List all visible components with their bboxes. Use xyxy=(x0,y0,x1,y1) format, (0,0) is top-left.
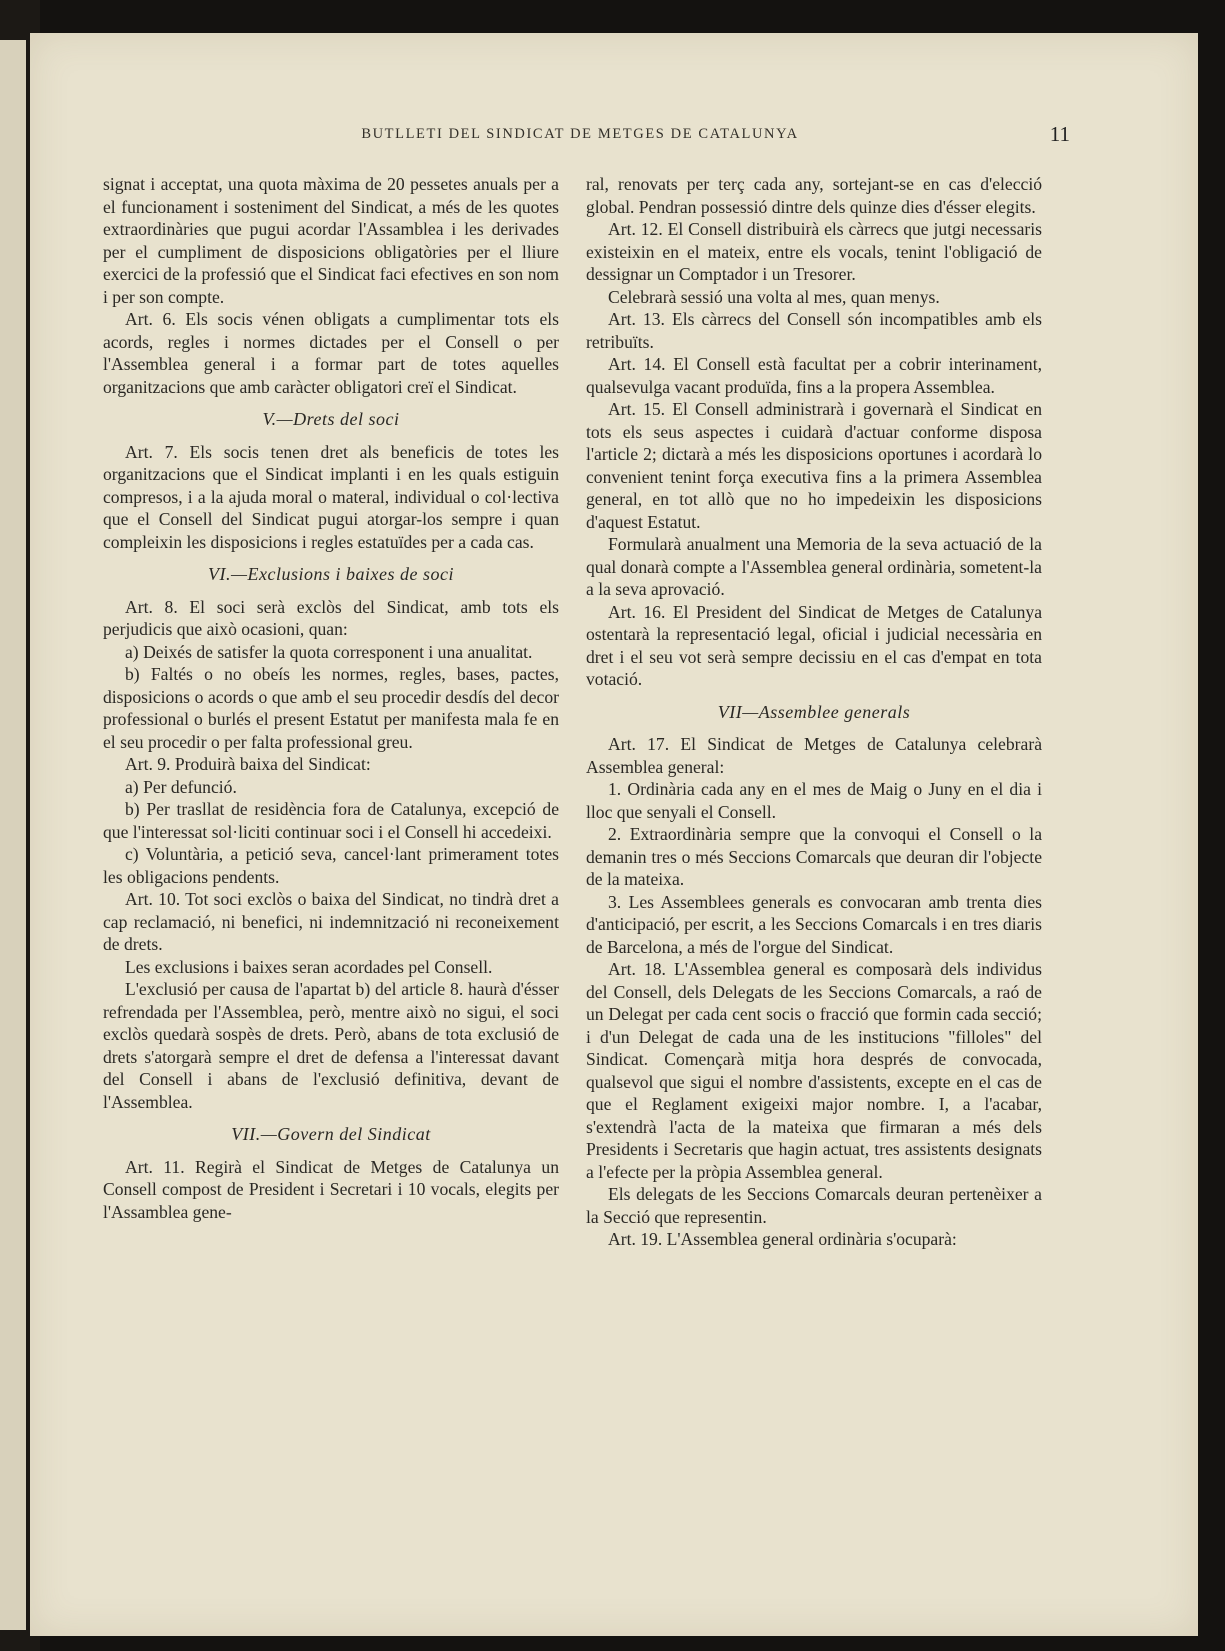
paragraph: Art. 14. El Consell està facultat per a cobrir interinament, qualsevulga vacant produïda, fins a la propera Assemblea. xyxy=(586,354,1042,397)
paragraph: L'exclusió per causa de l'apartat b) del article 8. haurà d'ésser refrendada per l'Assemblea, però, mentre això no sigui, el soci exclòs quedarà sospès de drets. Però, abans de tota exclusió de drets s'atorgarà sempre el dret de defensa a l'interessat davant del Consell i abans de l'exclusió definitiva, devant de l'Assemblea. xyxy=(103,979,559,1112)
paragraph: c) Voluntària, a petició seva, cancel·lant primerament totes les obligacions pendents. xyxy=(103,844,559,887)
paragraph: 2. Extraordinària sempre que la convoqui el Consell o la demanin tres o més Seccions Comarcals que deuran dir l'objecte de la mateixa. xyxy=(586,824,1042,889)
paragraph: 3. Les Assemblees generals es convocaran amb trenta dies d'anticipació, per escrit, a les Seccions Comarcals i en tres diaris de Barcelona, a més de l'orgue del Sindicat. xyxy=(586,891,1042,957)
paragraph: Celebrarà sessió una volta al mes, quan menys. xyxy=(608,286,940,307)
running-title: BUTLLETI DEL SINDICAT DE METGES DE CATALUNYA xyxy=(361,126,799,142)
paragraph: a) Deixés de satisfer la quota corresponent i una anualitat. xyxy=(125,641,533,662)
section-heading: V.—Drets del soci xyxy=(262,409,400,429)
paragraph: Art. 10. Tot soci exclòs o baixa del Sindicat, no tindrà dret a cap reclamació, ni benefici, ni indemnització ni reconeixement de drets. xyxy=(103,889,559,954)
paragraph: 1. Ordinària cada any en el mes de Maig o Juny en el dia i lloc que senyali el Consell. xyxy=(586,779,1042,822)
paragraph: Art. 16. El President del Sindicat de Metges de Catalunya ostentarà la representació legal, oficial i judicial necessària en dret i el seu vot serà sempre decissiu en el cas d'empat en tota votació. xyxy=(586,601,1042,689)
paragraph: Art. 11. Regirà el Sindicat de Metges de Catalunya un Consell compost de President i Secretari i 10 vocals, elegits per l'Assamblea gene- xyxy=(103,1156,559,1222)
paragraph: Art. 18. L'Assemblea general es composarà dels individus del Consell, dels Delegats de les Seccions Comarcals, a raó de un Delegat per cada cent socis o fracció que formin cada secció; i d'un Delegat de cada una de les institucions "filloles" del Sindicat. Començarà mitja hora després de convocada, qualsevol que sigui el nombre d'assistents, excepte en el cas de que el Reglament exigeixi major nombre. I, a l'acabar, s'extendrà l'acta de la mateixa que firmaran a més dels Presidents i Secretaris que hagin actuat, tres assistents designats a l'efecte per la pròpia Assemblea general. xyxy=(586,959,1042,1182)
paragraph: Art. 12. El Consell distribuirà els càrrecs que jutgi necessaris existeixin en el mateix, entre els vocals, tenint l'obligació de dessignar un Comptador i un Tresorer. xyxy=(586,219,1042,284)
previous-page-edge xyxy=(0,40,26,1630)
paragraph: Art. 8. El soci serà exclòs del Sindicat, amb tots els perjudicis que això ocasioni, quan: xyxy=(103,596,559,639)
paragraph: Formularà anualment una Memoria de la seva actuació de la qual donarà compte a l'Assemblea general ordinària, sometent-la a la seva aprovació. xyxy=(586,534,1042,599)
section-heading: VII.—Govern del Sindicat xyxy=(231,1124,431,1144)
paragraph: Art. 6. Els socis vénen obligats a cumplimentar tots els acords, regles i normes dictades per el Consell o per l'Assemblea general i a formar part de totes aquelles organitzacions que amb caràcter obligatori creï el Sindicat. xyxy=(103,309,559,397)
section-heading: VII—Assemblee generals xyxy=(717,701,911,722)
right-text-column xyxy=(586,173,1042,1251)
left-text-column xyxy=(103,173,559,1223)
paragraph: Art. 9. Produirà baixa del Sindicat: xyxy=(125,754,371,774)
paragraph: b) Faltés o no obeís les normes, regles, bases, pactes, disposicions o acords o que amb el seu procedir desdís del decor professional o burlés el present Estatut per manifesta mala fe en el seu procedir o per falta professional greu. xyxy=(103,664,559,752)
page-number: 11 xyxy=(1049,122,1070,146)
paragraph: Els delegats de les Seccions Comarcals deuran pertenèixer a la Secció que representin. xyxy=(586,1184,1042,1227)
paragraph: Les exclusions i baixes seran acordades pel Consell. xyxy=(125,956,493,977)
paragraph: signat i acceptat, una quota màxima de 20 pessetes anuals per a el funcionament i sosteniment del Sindicat, a més de les quotes extraordinàries que pugui acordar l'Assamblea i les derivades per el cumpliment de disposicions obligatòries per el lliure exercici de la professió que el Sindicat faci efectives en son nom i per son compte. xyxy=(103,174,559,307)
page-header xyxy=(90,122,1070,152)
paragraph: Art. 7. Els socis tenen dret als beneficis de totes les organitzacions que el Sindicat implanti i en les quals estiguin compresos, i a la ajuda moral o materal, individual o col·lectiva que el Consell del Sindicat pugui atorgar-los sempre i quan compleixin les disposicions i regles estatuïdes per a cada cas. xyxy=(103,441,559,552)
paragraph: b) Per trasllat de residència fora de Catalunya, excepció de que l'interessat sol·liciti continuar soci i el Consell hi accedeixi. xyxy=(103,799,559,842)
section-heading: VI.—Exclusions i baixes de soci xyxy=(208,564,454,584)
paragraph: Art. 17. El Sindicat de Metges de Catalunya celebrarà Assemblea general: xyxy=(586,734,1042,777)
paragraph: Art. 19. L'Assemblea general ordinària s'ocuparà: xyxy=(608,1229,957,1249)
paragraph: Art. 15. El Consell administrarà i governarà el Sindicat en tots els seus aspectes i cuidarà d'actuar conforme disposa l'article 2; dictarà a més les disposicions oportunes i acordarà lo convenient tenint força executiva fins a la primera Assemblea general, en tot allò que no ho impedeixin les disposicions d'aquest Estatut. xyxy=(586,399,1042,532)
paragraph: Art. 13. Els càrrecs del Consell són incompatibles amb els retribuïts. xyxy=(586,309,1042,352)
paragraph: ral, renovats per terç cada any, sortejant-se en cas d'elecció global. Pendran possessió dintre dels quinze dies d'ésser elegits. xyxy=(586,174,1042,217)
paragraph: a) Per defunció. xyxy=(125,776,237,797)
